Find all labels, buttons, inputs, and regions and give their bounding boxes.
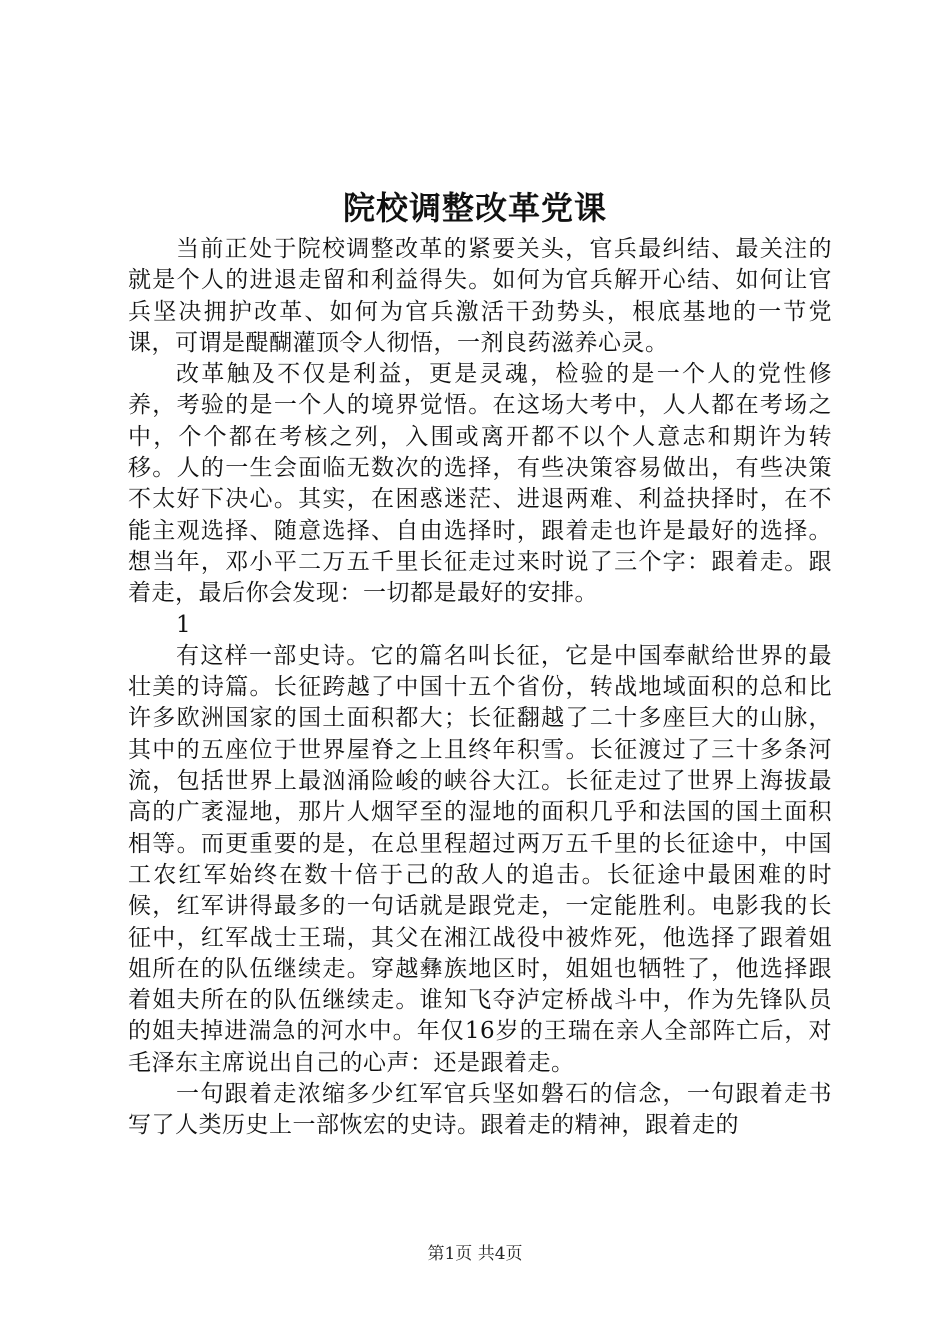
section-number: 1 [176,611,191,638]
paragraph-4: 一句跟着走浓缩多少红军官兵坚如磐石的信念，一句跟着走书写了人类历史上一部恢宏的史诗。跟着走的精神，跟着走的 [128,1081,832,1139]
document-body [128,234,832,1142]
page-footer: 第1页 共4页 [427,1244,523,1264]
document-title: 院校调整改革党课 [342,189,607,227]
paragraph-3: 有这样一部史诗。它的篇名叫长征，它是中国奉献给世界的最壮美的诗篇。长征跨越了中国十五个省份，转战地域面积的总和比许多欧洲国家的国土面积都大；长征翻越了二十多座巨大的山脉，其中的五座位于世界屋脊之上且终年积雪。长征渡过了三十多条河流，包括世界上最汹涌险峻的峡谷大江。长征走过了世界上海拔最高的广袤湿地，那片人烟罕至的湿地的面积几乎和法国的国土面积相等。而更重要的是，在总里程超过两万五千里的长征途中，中国工农红军始终在数十倍于己的敌人的追击。长征途中最困难的时候，红军讲得最多的一句话就是跟党走，一定能胜利。电影我的长征中，红军战士王瑞，其父在湘江战役中被炸死，他选择了跟着姐姐所在的队伍继续走。穿越彝族地区时，姐姐也牺牲了，他选择跟着姐夫所在的队伍继续走。谁知飞夺泸定桥战斗中，作为先锋队员的姐夫掉进湍急的河水中。年仅16岁的王瑞在亲人全部阵亡后，对毛泽东主席说出自己的心声：还是跟着走。 [128,642,832,1076]
paragraph-1: 当前正处于院校调整改革的紧要关头，官兵最纠结、最关注的就是个人的进退走留和利益得失。如何为官兵解开心结、如何让官兵坚决拥护改革、如何为官兵激活干劲势头，根底基地的一节党课，可谓是醍醐灌顶令人彻悟，一剂良药滋养心灵。 [128,236,832,356]
paragraph-2: 改革触及不仅是利益，更是灵魂，检验的是一个人的党性修养，考验的是一个人的境界觉悟。在这场大考中，人人都在考场之中，个个都在考核之列，入围或离开都不以个人意志和期许为转移。人的一生会面临无数次的选择，有些决策容易做出，有些决策不太好下决心。其实，在困惑迷茫、进退两难、利益抉择时，在不能主观选择、随意选择、自由选择时，跟着走也许是最好的选择。想当年，邓小平二万五千里长征走过来时说了三个字：跟着走。跟着走，最后你会发现：一切都是最好的安排。 [128,361,832,607]
